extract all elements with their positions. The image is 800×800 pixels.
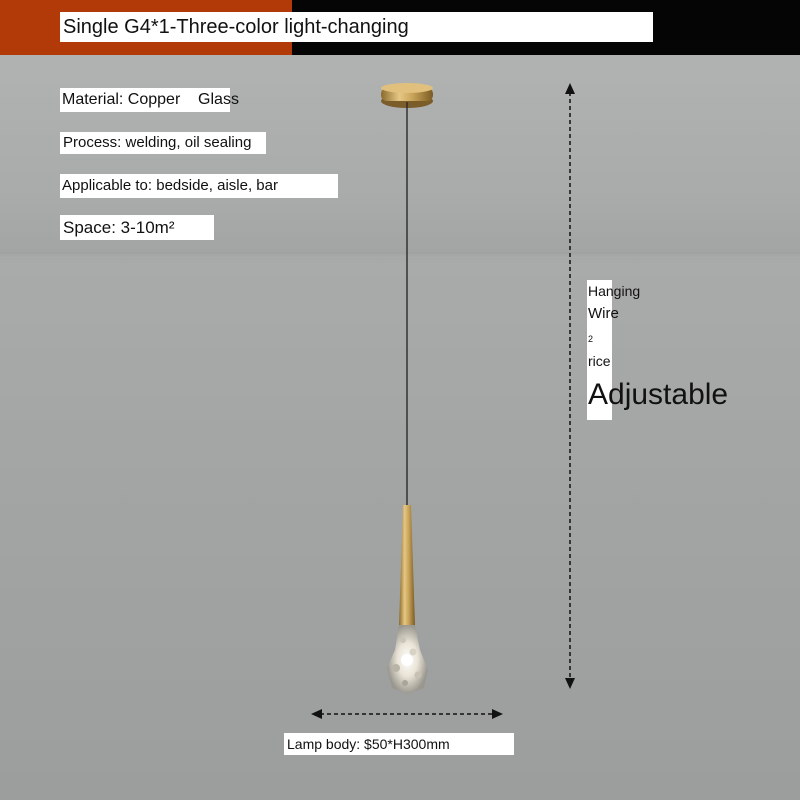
- height-dimension-arrow: [565, 83, 575, 689]
- space-label: Space: 3-10m²: [60, 215, 214, 240]
- applicable-label: Applicable to: bedside, aisle, bar: [60, 174, 338, 198]
- width-dimension-arrow: [311, 709, 503, 719]
- wire-label-hanging: Hanging: [588, 283, 641, 299]
- wire-label-rice: rice: [588, 353, 611, 369]
- brass-cone-body: [399, 505, 415, 625]
- wire-label-2: 2: [588, 334, 594, 344]
- crystal-glass-shade: [387, 625, 428, 694]
- lamp-body-dimension-label: Lamp body: $50*H300mm: [284, 733, 514, 755]
- material-label: Material: Copper Glass: [60, 88, 230, 112]
- wire-label-adjustable: Adjustable: [588, 378, 729, 411]
- wire-label-wire: Wire: [588, 305, 619, 322]
- process-label: Process: welding, oil sealing: [60, 132, 266, 154]
- product-title: Single G4*1-Three-color light-changing: [60, 12, 653, 42]
